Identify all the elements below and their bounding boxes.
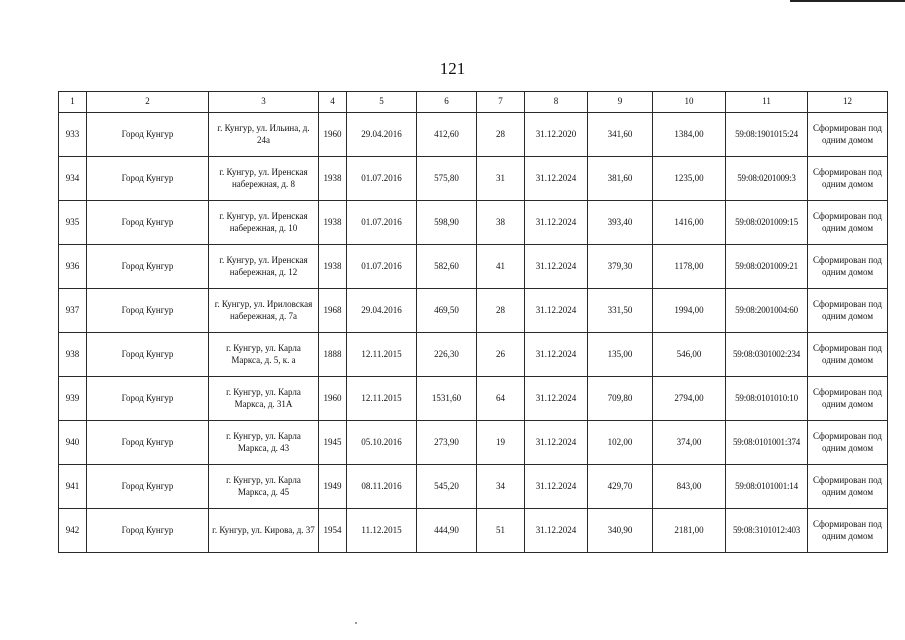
table-row — [59, 509, 888, 553]
row-number: 938 — [59, 333, 87, 377]
municipality: Город Кунгур — [87, 333, 209, 377]
status-text: Сформирован под одним домом — [808, 289, 888, 333]
header-row — [59, 92, 888, 113]
housing-register-table — [58, 91, 888, 553]
area-value: 545,20 — [417, 465, 477, 509]
table-row — [59, 157, 888, 201]
table-row — [59, 465, 888, 509]
column-header: 2 — [87, 92, 209, 113]
column-header: 6 — [417, 92, 477, 113]
deadline-date: 31.12.2024 — [525, 201, 588, 245]
cadastral-number: 59:08:0201009:15 — [726, 201, 808, 245]
cadastral-number: 59:08:0101010:10 — [726, 377, 808, 421]
deadline-date: 31.12.2024 — [525, 377, 588, 421]
cadastral-number: 59:08:0201009:21 — [726, 245, 808, 289]
cadastral-number: 59:08:0101001:374 — [726, 421, 808, 465]
table-header — [59, 92, 888, 113]
date: 01.07.2016 — [347, 201, 417, 245]
count-value: 38 — [477, 201, 525, 245]
table-row — [59, 113, 888, 157]
area-value: 226,30 — [417, 333, 477, 377]
build-year: 1938 — [319, 157, 347, 201]
column-header: 11 — [726, 92, 808, 113]
municipality: Город Кунгур — [87, 289, 209, 333]
row-number: 936 — [59, 245, 87, 289]
row-number: 933 — [59, 113, 87, 157]
area-value: 381,60 — [588, 157, 653, 201]
area-value: 340,90 — [588, 509, 653, 553]
count-value: 28 — [477, 113, 525, 157]
area-value: 102,00 — [588, 421, 653, 465]
address: г. Кунгур, ул. Иренская набережная, д. 12 — [209, 245, 319, 289]
date: 01.07.2016 — [347, 157, 417, 201]
cadastral-number: 59:08:3101012:403 — [726, 509, 808, 553]
column-header: 7 — [477, 92, 525, 113]
land-area: 2181,00 — [653, 509, 726, 553]
build-year: 1938 — [319, 201, 347, 245]
area-value: 331,50 — [588, 289, 653, 333]
table-row — [59, 333, 888, 377]
land-area: 1384,00 — [653, 113, 726, 157]
municipality: Город Кунгур — [87, 509, 209, 553]
deadline-date: 31.12.2024 — [525, 289, 588, 333]
date: 29.04.2016 — [347, 289, 417, 333]
column-header: 8 — [525, 92, 588, 113]
deadline-date: 31.12.2024 — [525, 465, 588, 509]
column-header: 10 — [653, 92, 726, 113]
land-area: 2794,00 — [653, 377, 726, 421]
column-header: 12 — [808, 92, 888, 113]
count-value: 31 — [477, 157, 525, 201]
land-area: 374,00 — [653, 421, 726, 465]
status-text: Сформирован под одним домом — [808, 113, 888, 157]
table-row — [59, 289, 888, 333]
date: 12.11.2015 — [347, 377, 417, 421]
address: г. Кунгур, ул. Ильина, д. 24а — [209, 113, 319, 157]
row-number: 942 — [59, 509, 87, 553]
row-number: 935 — [59, 201, 87, 245]
status-text: Сформирован под одним домом — [808, 421, 888, 465]
status-text: Сформирован под одним домом — [808, 509, 888, 553]
cadastral-number: 59:08:1901015:24 — [726, 113, 808, 157]
date: 08.11.2016 — [347, 465, 417, 509]
cadastral-number: 59:08:0201009:3 — [726, 157, 808, 201]
area-value: 469,50 — [417, 289, 477, 333]
date: 29.04.2016 — [347, 113, 417, 157]
table-body — [59, 113, 888, 553]
address: г. Кунгур, ул. Ириловская набережная, д. 7а — [209, 289, 319, 333]
area-value: 379,30 — [588, 245, 653, 289]
status-text: Сформирован под одним домом — [808, 245, 888, 289]
land-area: 1178,00 — [653, 245, 726, 289]
municipality: Город Кунгур — [87, 421, 209, 465]
area-value: 341,60 — [588, 113, 653, 157]
count-value: 64 — [477, 377, 525, 421]
area-value: 598,90 — [417, 201, 477, 245]
build-year: 1938 — [319, 245, 347, 289]
column-header: 3 — [209, 92, 319, 113]
municipality: Город Кунгур — [87, 201, 209, 245]
address: г. Кунгур, ул. Кирова, д. 37 — [209, 509, 319, 553]
count-value: 28 — [477, 289, 525, 333]
scan-speck — [355, 622, 357, 624]
row-number: 939 — [59, 377, 87, 421]
date: 12.11.2015 — [347, 333, 417, 377]
area-value: 1531,60 — [417, 377, 477, 421]
build-year: 1960 — [319, 113, 347, 157]
municipality: Город Кунгур — [87, 465, 209, 509]
table-row — [59, 201, 888, 245]
column-header: 5 — [347, 92, 417, 113]
land-area: 1994,00 — [653, 289, 726, 333]
status-text: Сформирован под одним домом — [808, 465, 888, 509]
deadline-date: 31.12.2024 — [525, 509, 588, 553]
count-value: 19 — [477, 421, 525, 465]
municipality: Город Кунгур — [87, 157, 209, 201]
area-value: 429,70 — [588, 465, 653, 509]
build-year: 1949 — [319, 465, 347, 509]
count-value: 41 — [477, 245, 525, 289]
column-header: 9 — [588, 92, 653, 113]
column-header: 4 — [319, 92, 347, 113]
address: г. Кунгур, ул. Карла Маркса, д. 31А — [209, 377, 319, 421]
count-value: 34 — [477, 465, 525, 509]
page-number: 121 — [439, 59, 466, 78]
deadline-date: 31.12.2024 — [525, 333, 588, 377]
column-header: 1 — [59, 92, 87, 113]
count-value: 51 — [477, 509, 525, 553]
build-year: 1888 — [319, 333, 347, 377]
area-value: 444,90 — [417, 509, 477, 553]
build-year: 1968 — [319, 289, 347, 333]
municipality: Город Кунгур — [87, 113, 209, 157]
status-text: Сформирован под одним домом — [808, 157, 888, 201]
deadline-date: 31.12.2024 — [525, 157, 588, 201]
deadline-date: 31.12.2024 — [525, 421, 588, 465]
municipality: Город Кунгур — [87, 245, 209, 289]
row-number: 934 — [59, 157, 87, 201]
deadline-date: 31.12.2024 — [525, 245, 588, 289]
row-number: 940 — [59, 421, 87, 465]
area-value: 709,80 — [588, 377, 653, 421]
build-year: 1954 — [319, 509, 347, 553]
top-edge-rule — [790, 0, 905, 2]
status-text: Сформирован под одним домом — [808, 333, 888, 377]
address: г. Кунгур, ул. Иренская набережная, д. 10 — [209, 201, 319, 245]
row-number: 937 — [59, 289, 87, 333]
cadastral-number: 59:08:0101001:14 — [726, 465, 808, 509]
count-value: 26 — [477, 333, 525, 377]
status-text: Сформирован под одним домом — [808, 201, 888, 245]
land-area: 546,00 — [653, 333, 726, 377]
address: г. Кунгур, ул. Карла Маркса, д. 45 — [209, 465, 319, 509]
date: 05.10.2016 — [347, 421, 417, 465]
address: г. Кунгур, ул. Карла Маркса, д. 5, к. а — [209, 333, 319, 377]
area-value: 575,80 — [417, 157, 477, 201]
deadline-date: 31.12.2020 — [525, 113, 588, 157]
table-row — [59, 421, 888, 465]
area-value: 412,60 — [417, 113, 477, 157]
status-text: Сформирован под одним домом — [808, 377, 888, 421]
build-year: 1960 — [319, 377, 347, 421]
table-row — [59, 377, 888, 421]
cadastral-number: 59:08:0301002:234 — [726, 333, 808, 377]
date: 01.07.2016 — [347, 245, 417, 289]
area-value: 582,60 — [417, 245, 477, 289]
area-value: 393,40 — [588, 201, 653, 245]
row-number: 941 — [59, 465, 87, 509]
land-area: 1235,00 — [653, 157, 726, 201]
area-value: 273,90 — [417, 421, 477, 465]
area-value: 135,00 — [588, 333, 653, 377]
date: 11.12.2015 — [347, 509, 417, 553]
table-row — [59, 245, 888, 289]
municipality: Город Кунгур — [87, 377, 209, 421]
address: г. Кунгур, ул. Иренская набережная, д. 8 — [209, 157, 319, 201]
land-area: 843,00 — [653, 465, 726, 509]
build-year: 1945 — [319, 421, 347, 465]
address: г. Кунгур, ул. Карла Маркса, д. 43 — [209, 421, 319, 465]
land-area: 1416,00 — [653, 201, 726, 245]
cadastral-number: 59:08:2001004:60 — [726, 289, 808, 333]
